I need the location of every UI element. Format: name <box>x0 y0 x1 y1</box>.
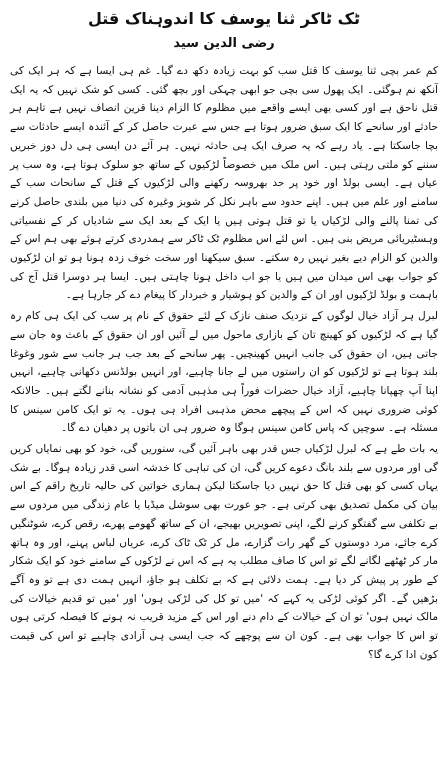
author-byline: رضی الدین سید <box>173 36 275 51</box>
article-body <box>10 62 438 665</box>
paragraph-3: یہ بات طے ہے کہ لبرل لڑکیاں جس قدر بھی باہر آئیں گی، سنوریں گی، خود کو بھی نمایاں کریں گی اور مردوں سے بلند بانگ دعوے کریں گی، ان کی تباہی کا خدشہ اسی قدر زیادہ ہوگا۔ بے شک یہاں کسی کو بھی قتل کا حق نہیں دیا جاسکتا لیکن ہماری خواتین کی حالیہ تاریخ راقم کے اس بیان کی مکمل تصدیق بھی کرتی ہے۔ جو عورت بھی سوشل میڈیا یا عام زندگی میں مردوں سے بے تکلفی سے گفتگو کرنے لگے، اپنی تصویریں بھیجے، ان کے ساتھ گھومے پھرے، رقص کرے، شوٹنگیں کرے جائے، مرد دوستوں کے گھر رات گزارے، مل کر ٹک ٹاک کرے، عریاں لباس پہنے، اور وہ ہاتھ مار کر ٹھٹھے لگانے لگے تو اس کا صاف مطلب یہ ہے کہ اس نے لڑکوں کے سامنے خود کو ایک شکار کے طور پر پیش کر دیا ہے۔ ہمت دلائی ہے کہ بے تکلف ہو جاؤ، انہیں ہمت دی ہے تو وہ آگے بڑھیں گے۔ اگر کوئی لڑکی یہ کہے کہ 'میں تو کل کی لڑکی ہوں' اور 'میں تو قدیم خیالات کی مالک نہیں ہوں' تو ان کے خیالات کے دام دنے اور اس کے مزید قریب نہ ہونے کا فیصلہ کرتی ہوں تو اس کا جواب بھی ہے۔ کون ان سے پوچھے کہ جب ایسی ہی آزادی چاہیے تو اس کی قیمت کون ادا کرے گا؟ <box>10 443 438 661</box>
paragraph-1: کم عمر بچی ثنا یوسف کا قتل سب کو بہت زیادہ دکھ دے گیا۔ غم ہی ایسا ہے کہ ہر ایک کی آنکھ نم ہوگئی۔ ایک پھول سی بچی جو ابھی چہکی اور بچھ گئی۔ کسی کو شک نہیں کہ یہ ایک قتل ناحق ہے اور کسی بھی ایسے واقعے میں مظلوم کا الزام دینا قرین انصاف نہیں ہے تاہم ہر حادثے اور سانحے کا ایک سبق ضرور ہوتا ہے جس سے عبرت حاصل کر کے آئندہ ایسے حادثات سے بچا جاسکتا ہے۔ یاد رہے کہ یہ صرف ایک ہی حادثہ نہیں۔ ہر آئے دن ایسی ہی دل دوز خبریں سننے کو ملتی رہتی ہیں۔ اس ملک میں خصوصاً لڑکیوں کے ساتھ جو سلوک ہوتا ہے، وہ سب پر عیاں ہے۔ ایسی بولڈ اور خود پر حد بھروسہ رکھنے والی لڑکیوں کے قتل کے سانحات سب کے سامنے اور علم میں ہیں۔ اپنے حدود سے باہر نکل کر شوبز وغیرہ کی دنیا میں بلندی حاصل کرنے کی تمنا پالنے والی لڑکیاں یا تو قتل ہوتی ہیں یا ایک کے بعد ایک سے شادیاں کر کے نفسیاتی وہسٹیریائی مریض بنی ہیں۔ اس لئے اس مظلوم ٹک ٹاکر سے ہمدردی کرتے ہوئے بھی ہم اس کے والدین کو الزام دیے بغیر نہیں رہ سکتے۔ سبق سیکھنا اور سخت خوف زدہ ہونا ہو تو ان لڑکیوں کو جواب بھی اس میدان میں ہیں یا جو اب داخل ہونا چاہتی ہیں۔ ایسا ہر دوسرا قتل آج کی باہمت و بولڈ لڑکیوں اور ان کے والدین کو ہوشیار و خبردار کا پیغام دے کر جارہا ہے۔ <box>10 65 438 302</box>
paragraph-2: لبرل ہر آزاد خیال لوگوں کے نزدیک صنف نازک کے لئے حقوق کے نام پر سب کی ایک ہی کام رہ گیا ہے کہ لڑکیوں کو کھینچ تان کے بازاری ماحول میں لے آئیں اور ان حقوق کے باعث وہ جان سے جاتی ہیں، ان حقوق کی جانب انہیں کھینچیں۔ پھر سانحے کے بعد جب ہر جانب سے شور وغوغا بلند ہوتا ہے تو لڑکیوں کو ان راستوں میں لے جانا چاہیے، اور انہیں بولڈنس دکھانی چاہیے، انہیں اپنا آپ چھپانا چاہیے، آزاد خیال حضرات فوراً ہی مذہبی آدمی کو نشانہ بنانے لگتے ہیں۔ حالانکہ کوئی ضروری نہیں کہ اس کے پیچھے محض مذہبی افراد ہی ہوں۔ یہ تو ایک کامن سینس کا مسئلہ ہے۔ سوچیں کہ پاس کامن سینس ہوگا وہ ضرور ہی ان باتوں پر دھیان دے گا۔ <box>10 310 438 435</box>
article-headline: ٹک ٹاکر ثنا یوسف کا اندوہناک قتل <box>87 9 361 28</box>
